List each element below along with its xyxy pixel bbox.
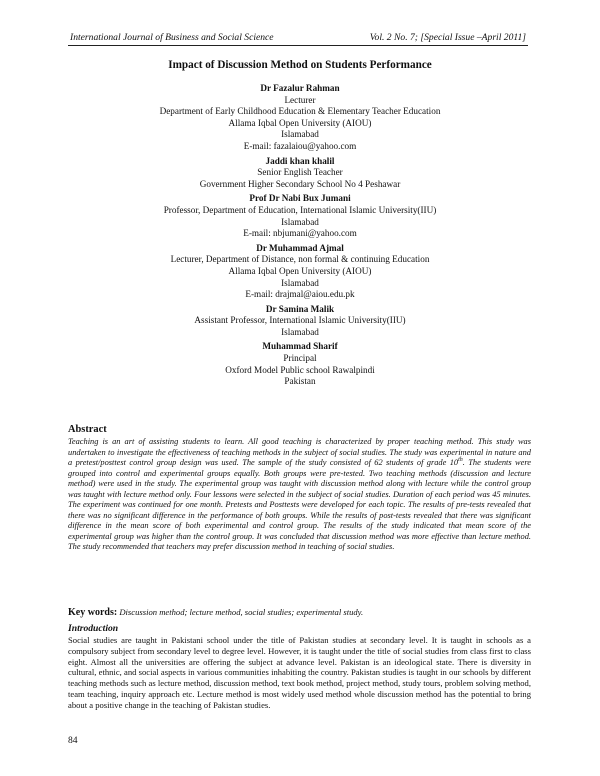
author-affiliation-line: Islamabad: [281, 216, 319, 227]
author-name: Prof Dr Nabi Bux Jumani: [249, 193, 351, 204]
introduction-text: Social studies are taught in Pakistani school under the title of Pakistan studies at secondary level. It is taught in schools as a compulsory subject from secondary level to degree level. However, it is taught under the title of social studies from class first to class eight. Almost all the universities are offering the subject at advance level. Pakistan is an ideological state. There is diversity in cultural, ethnic, and social aspects in various communities inhabiting the country. Pakistan studies is taught in our schools by different teaching methods such as lecture method, discussion method, text book method, project method, study tours, problem solving method, team teaching, inquiry approach etc. Lecture method is most widely used method whole discussion method has the potential to bring about a positive change in the teaching of Pakistan studies.: [68, 635, 531, 710]
author-affiliation-line: E-mail: nbjumani@yahoo.com: [243, 228, 357, 239]
running-header: [68, 31, 528, 46]
author-entry: [0, 193, 600, 239]
author-affiliation-line: Islamabad: [281, 326, 319, 337]
journal-name: International Journal of Business and Social Science: [70, 32, 274, 43]
author-entry: [0, 156, 600, 191]
author-affiliation-line: Islamabad: [281, 277, 319, 288]
abstract-heading: Abstract: [68, 424, 107, 435]
author-name: Dr Muhammad Ajmal: [256, 242, 344, 253]
author-affiliation-line: Government Higher Secondary School No 4 Peshawar: [199, 178, 401, 189]
keywords-value: Discussion method; lecture method, social studies; experimental study.: [119, 607, 364, 617]
author-block: [0, 83, 600, 391]
abstract-text: Teaching is an art of assisting students to learn. All good teaching is characterized by proper teaching method. This study was undertaken to investigate the effectiveness of teaching methods in the subject of social studies. The study was experimental in nature and a pretest/posttest control group design was used. The sample of the study consisted of 62 students of grade 10th. The students were grouped into control and experimental groups equally. Both groups were pre-tested. Two teaching methods (discussion and lecture method) were used in the study. The experimental group was taught with discussion method along with lecture while the control group was taught with lecture method only. Four lessons were selected in the subject of social studies. Duration of each period was 45 minutes. The experiment was continued for one month. Pretests and Posttests were developed for each topic. The results of pre-tests revealed that there was no significant difference in the performance of both groups. While the results of post-tests revealed that there was significant difference in the mean score of both experimental and control group. The results of the study indicated that mean score of the experimental group was higher than the control group. It was concluded that discussion method was more effective than lecture method. The study recommended that teachers may prefer discussion method in teaching of social studies.: [68, 437, 531, 551]
author-name: Jaddi khan khalil: [265, 155, 335, 166]
issue-info: Vol. 2 No. 7; [Special Issue –April 2011]: [369, 32, 526, 43]
author-affiliation-line: Pakistan: [284, 376, 316, 387]
author-affiliation-line: Lecturer: [284, 94, 316, 105]
author-entry: [0, 341, 600, 387]
author-affiliation-line: E-mail: drajmal@aiou.edu.pk: [245, 289, 355, 300]
author-affiliation-line: Allama Iqbal Open University (AIOU): [228, 265, 372, 276]
author-affiliation-line: Oxford Model Public school Rawalpindi: [225, 364, 375, 375]
keywords: [68, 607, 531, 618]
introduction-heading: Introduction: [68, 623, 119, 634]
author-entry: [0, 304, 600, 339]
author-affiliation-line: Assistant Professor, International Islamic University(IIU): [194, 315, 406, 326]
author-name: Muhammad Sharif: [262, 341, 338, 352]
page-number: 84: [68, 735, 78, 746]
author-affiliation-line: Islamabad: [281, 129, 319, 140]
author-entry: [0, 83, 600, 153]
author-affiliation-line: E-mail: fazalaiou@yahoo.com: [243, 140, 357, 151]
author-affiliation-line: Department of Early Childhood Education & Elementary Teacher Education: [159, 106, 441, 117]
author-affiliation-line: Principal: [283, 353, 317, 364]
author-affiliation-line: Senior English Teacher: [257, 167, 343, 178]
author-affiliation-line: Professor, Department of Education, International Islamic University(IIU): [163, 204, 437, 215]
keywords-label: Key words:: [68, 607, 118, 618]
paper-title: Impact of Discussion Method on Students Performance: [168, 59, 432, 71]
author-affiliation-line: Allama Iqbal Open University (AIOU): [228, 117, 372, 128]
author-affiliation-line: Lecturer, Department of Distance, non formal & continuing Education: [170, 254, 430, 265]
author-entry: [0, 243, 600, 301]
author-name: Dr Fazalur Rahman: [260, 83, 340, 93]
author-name: Dr Samina Malik: [265, 303, 335, 314]
